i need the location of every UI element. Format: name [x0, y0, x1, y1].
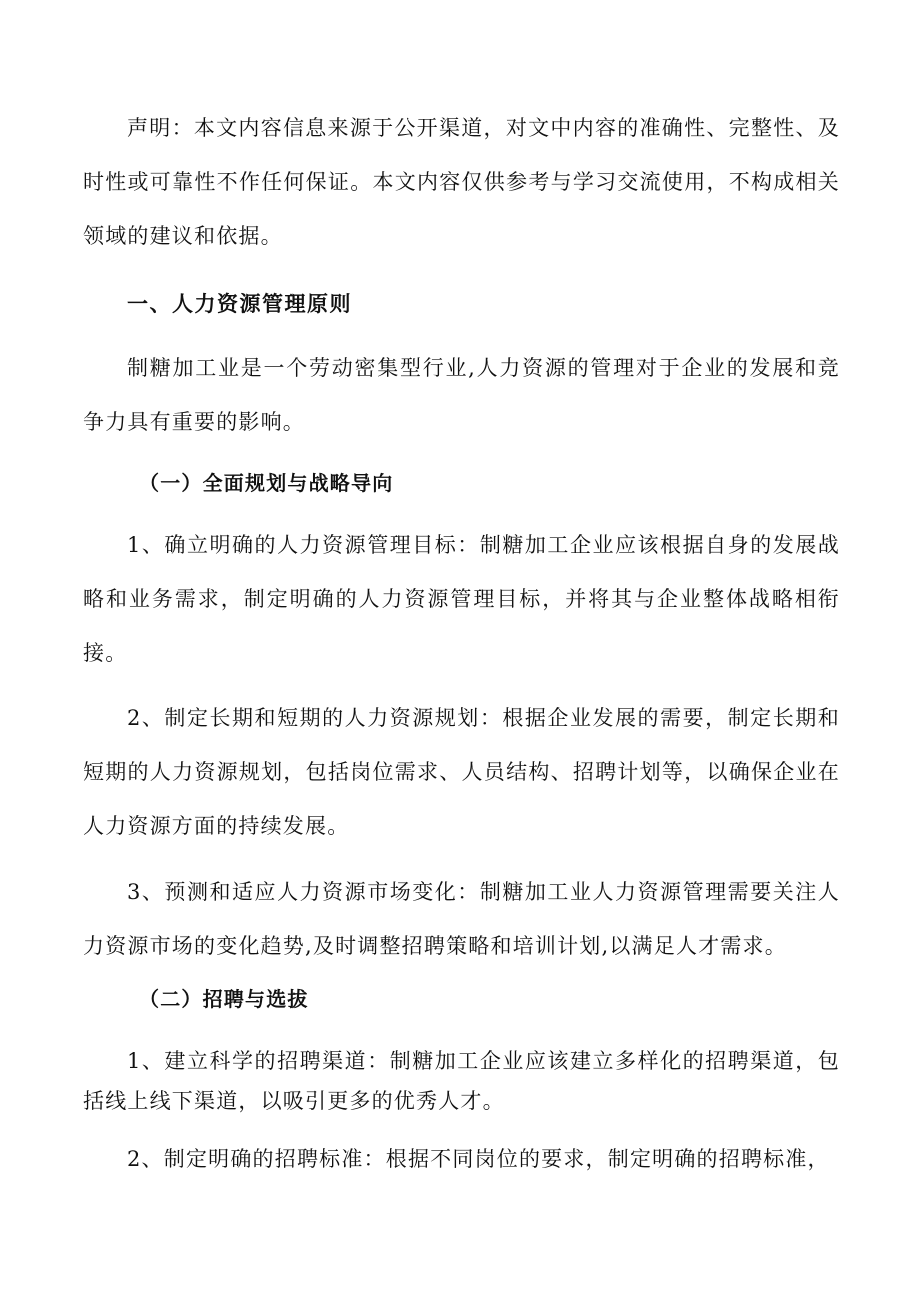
list-item-2-2: 2、制定明确的招聘标准：根据不同岗位的要求，制定明确的招聘标准， — [127, 1147, 830, 1171]
list-item-1-2: 2、制定长期和短期的人力资源规划：根据企业发展的需要，制定长期和短期的人力资源规划，包括岗位需求、人员结构、招聘计划等，以确保企业在人力资源方面的持续发展。 — [83, 706, 840, 838]
intro-paragraph: 制糖加工业是一个劳动密集型行业,人力资源的管理对于企业的发展和竞争力具有重要的影响。 — [83, 356, 840, 434]
section-heading: 一、人力资源管理原则 — [127, 292, 352, 316]
list-item-2-1: 1、建立科学的招聘渠道：制糖加工企业应该建立多样化的招聘渠道，包括线上线下渠道，以吸引更多的优秀人才。 — [83, 1049, 840, 1113]
subsection-heading-1: （一）全面规划与战略导向 — [139, 471, 394, 495]
disclaimer-paragraph: 声明：本文内容信息来源于公开渠道，对文中内容的准确性、完整性、及时性或可靠性不作任何保证。本文内容仅供参考与学习交流使用，不构成相关领域的建议和依据。 — [83, 116, 840, 248]
list-item-1-3: 3、预测和适应人力资源市场变化：制糖加工业人力资源管理需要关注人力资源市场的变化趋势,及时调整招聘策略和培训计划,以满足人才需求。 — [83, 880, 840, 958]
list-item-1-1: 1、确立明确的人力资源管理目标：制糖加工企业应该根据自身的发展战略和业务需求，制定明确的人力资源管理目标，并将其与企业整体战略相衔接。 — [83, 533, 840, 665]
subsection-heading-2: （二）招聘与选拔 — [139, 987, 309, 1011]
